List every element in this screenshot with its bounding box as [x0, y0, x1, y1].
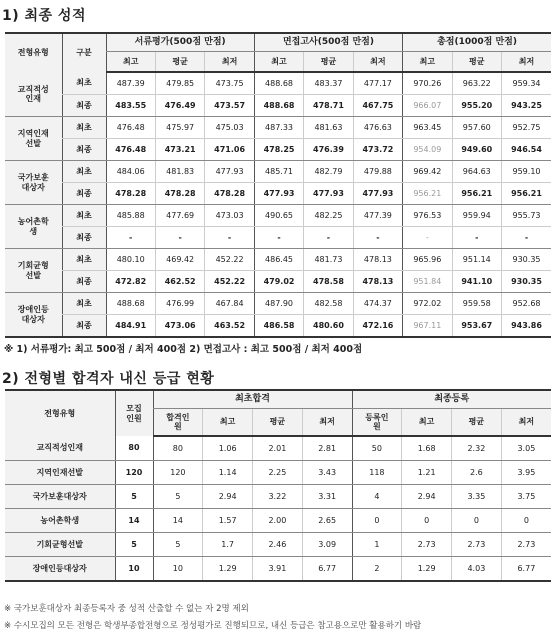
division-cell: 최종	[62, 139, 106, 161]
section1-note: ※ 1) 서류평가: 최고 500점 / 최저 400점 2) 면접고사 : 최고 500점 / 최저 400점	[4, 344, 363, 355]
division-cell: 최종	[62, 227, 106, 249]
division-cell: 최초	[62, 72, 106, 95]
value-cell: -	[403, 227, 452, 249]
table-row	[5, 227, 551, 249]
value-cell: 463.52	[205, 315, 254, 338]
value-cell: 956.21	[403, 183, 452, 205]
value-cell: 473.21	[155, 139, 204, 161]
value-cell: 487.90	[254, 293, 303, 315]
value-cell: 3.91	[253, 557, 303, 582]
value-cell: 964.63	[452, 161, 501, 183]
value-cell: 477.39	[353, 205, 402, 227]
type-cell: 기회균형선발	[5, 249, 62, 293]
value-cell: 959.58	[452, 293, 501, 315]
header-max: 최고	[203, 409, 253, 437]
header-doc: 서류평가(500점 만점)	[106, 33, 254, 52]
value-cell: 476.49	[155, 95, 204, 117]
value-cell: 4	[352, 485, 402, 509]
quota-cell: 10	[115, 557, 153, 582]
section2-title: 2) 전형별 합격자 내신 등급 현황	[2, 371, 215, 387]
type-cell: 국가보훈대상자	[5, 485, 115, 509]
value-cell: 467.84	[205, 293, 254, 315]
value-cell: 0	[452, 509, 502, 533]
header-division: 구분	[62, 33, 106, 72]
value-cell: 478.71	[304, 95, 353, 117]
type-cell: 국가보훈대상자	[5, 161, 62, 205]
header-type: 전형유형	[5, 33, 62, 72]
value-cell: 1.57	[203, 509, 253, 533]
quota-cell: 5	[115, 485, 153, 509]
value-cell: 951.14	[452, 249, 501, 271]
value-cell: 467.75	[353, 95, 402, 117]
value-cell: 963.22	[452, 72, 501, 95]
value-cell: 477.93	[205, 161, 254, 183]
value-cell: 956.21	[502, 183, 552, 205]
type-cell: 기회균형선발	[5, 533, 115, 557]
table-row	[5, 461, 551, 485]
value-cell: 3.09	[302, 533, 352, 557]
value-cell: 6.77	[302, 557, 352, 582]
table-row	[5, 271, 551, 293]
value-cell: 2.73	[402, 533, 452, 557]
value-cell: 475.03	[205, 117, 254, 139]
table-row	[5, 161, 551, 183]
value-cell: 2.73	[452, 533, 502, 557]
header-total: 총점(1000점 만점)	[403, 33, 551, 52]
value-cell: 478.28	[205, 183, 254, 205]
quota-cell: 5	[115, 533, 153, 557]
value-cell: 3.31	[302, 485, 352, 509]
value-cell: 6.77	[501, 557, 551, 582]
value-cell: 485.88	[106, 205, 155, 227]
table-row	[5, 249, 551, 271]
value-cell: 475.97	[155, 117, 204, 139]
value-cell: 956.21	[452, 183, 501, 205]
header-avg: 평균	[452, 409, 502, 437]
value-cell: 479.85	[155, 72, 204, 95]
value-cell: 478.13	[353, 271, 402, 293]
value-cell: 474.37	[353, 293, 402, 315]
value-cell: -	[502, 227, 552, 249]
value-cell: 2.6	[452, 461, 502, 485]
value-cell: 963.45	[403, 117, 452, 139]
value-cell: 4.03	[452, 557, 502, 582]
value-cell: 482.79	[304, 161, 353, 183]
value-cell: 967.11	[403, 315, 452, 338]
value-cell: 484.06	[106, 161, 155, 183]
value-cell: 488.68	[254, 72, 303, 95]
value-cell: 972.02	[403, 293, 452, 315]
value-cell: 476.39	[304, 139, 353, 161]
type-cell: 지역인재선발	[5, 461, 115, 485]
value-cell: 954.09	[403, 139, 452, 161]
value-cell: 478.13	[353, 249, 402, 271]
header-avg: 평균	[253, 409, 303, 437]
value-cell: 118	[352, 461, 402, 485]
table-row	[5, 315, 551, 338]
value-cell: 452.22	[205, 249, 254, 271]
value-cell: 10	[153, 557, 203, 582]
value-cell: 2.65	[302, 509, 352, 533]
value-cell: 1.21	[402, 461, 452, 485]
value-cell: 2	[352, 557, 402, 582]
division-cell: 최초	[62, 117, 106, 139]
header-min: 최저	[353, 52, 402, 73]
value-cell: -	[106, 227, 155, 249]
value-cell: 959.34	[502, 72, 552, 95]
header-passed: 합격인원	[153, 409, 203, 437]
value-cell: 3.43	[302, 461, 352, 485]
value-cell: 953.67	[452, 315, 501, 338]
table-row	[5, 183, 551, 205]
quota-cell: 80	[115, 436, 153, 461]
table-row	[5, 205, 551, 227]
type-cell: 장애인등대상자	[5, 557, 115, 582]
value-cell: 2.94	[203, 485, 253, 509]
value-cell: 50	[352, 436, 402, 461]
division-cell: 최초	[62, 205, 106, 227]
value-cell: 930.35	[502, 271, 552, 293]
header-final: 최종등록	[352, 390, 551, 409]
value-cell: 120	[153, 461, 203, 485]
value-cell: 490.65	[254, 205, 303, 227]
value-cell: 483.55	[106, 95, 155, 117]
header-min: 최저	[205, 52, 254, 73]
value-cell: 472.82	[106, 271, 155, 293]
value-cell: 476.99	[155, 293, 204, 315]
table-row	[5, 95, 551, 117]
value-cell: -	[452, 227, 501, 249]
grade-table	[5, 389, 551, 582]
type-cell: 장애인등대상자	[5, 293, 62, 338]
value-cell: 2.32	[452, 436, 502, 461]
header-avg: 평균	[452, 52, 501, 73]
header-interview: 면접고사(500점 만점)	[254, 33, 402, 52]
division-cell: 최종	[62, 95, 106, 117]
value-cell: 955.20	[452, 95, 501, 117]
value-cell: 3.22	[253, 485, 303, 509]
value-cell: -	[205, 227, 254, 249]
value-cell: 488.68	[106, 293, 155, 315]
header-enrolled: 등록인원	[352, 409, 402, 437]
value-cell: 2.73	[501, 533, 551, 557]
table-row	[5, 557, 551, 582]
header-avg: 평균	[304, 52, 353, 73]
value-cell: 951.84	[403, 271, 452, 293]
value-cell: 477.93	[254, 183, 303, 205]
value-cell: 1	[352, 533, 402, 557]
value-cell: 969.42	[403, 161, 452, 183]
value-cell: 481.73	[304, 249, 353, 271]
quota-cell: 14	[115, 509, 153, 533]
value-cell: 955.73	[502, 205, 552, 227]
table-row	[5, 509, 551, 533]
value-cell: 482.58	[304, 293, 353, 315]
value-cell: 952.75	[502, 117, 552, 139]
value-cell: 477.93	[304, 183, 353, 205]
table-row	[5, 293, 551, 315]
value-cell: 966.07	[403, 95, 452, 117]
value-cell: 2.94	[402, 485, 452, 509]
division-cell: 최초	[62, 293, 106, 315]
value-cell: 5	[153, 533, 203, 557]
header-max: 최고	[402, 409, 452, 437]
header-min: 최저	[502, 52, 552, 73]
value-cell: 3.75	[501, 485, 551, 509]
header-min: 최저	[302, 409, 352, 437]
value-cell: 0	[402, 509, 452, 533]
value-cell: 970.26	[403, 72, 452, 95]
value-cell: 477.93	[353, 183, 402, 205]
quota-cell: 120	[115, 461, 153, 485]
division-cell: 최초	[62, 249, 106, 271]
value-cell: 462.52	[155, 271, 204, 293]
value-cell: 481.83	[155, 161, 204, 183]
final-score-table	[5, 32, 551, 338]
value-cell: 1.7	[203, 533, 253, 557]
value-cell: 479.02	[254, 271, 303, 293]
value-cell: 476.48	[106, 139, 155, 161]
value-cell: 479.88	[353, 161, 402, 183]
table-row	[5, 117, 551, 139]
value-cell: 2.00	[253, 509, 303, 533]
header-quota: 모집인원	[115, 390, 153, 436]
division-cell: 최종	[62, 183, 106, 205]
value-cell: 473.03	[205, 205, 254, 227]
value-cell: 80	[153, 436, 203, 461]
value-cell: 959.10	[502, 161, 552, 183]
value-cell: 473.72	[353, 139, 402, 161]
table-row	[5, 533, 551, 557]
header-max: 최고	[254, 52, 303, 73]
value-cell: 949.60	[452, 139, 501, 161]
value-cell: 483.37	[304, 72, 353, 95]
table-row	[5, 436, 551, 461]
type-cell: 교직적성인재	[5, 72, 62, 117]
value-cell: 976.53	[403, 205, 452, 227]
value-cell: 469.42	[155, 249, 204, 271]
value-cell: 2.25	[253, 461, 303, 485]
value-cell: 485.71	[254, 161, 303, 183]
value-cell: 486.45	[254, 249, 303, 271]
header-type: 전형유형	[5, 390, 115, 436]
table-row	[5, 485, 551, 509]
header-max: 최고	[106, 52, 155, 73]
value-cell: 14	[153, 509, 203, 533]
header-min: 최저	[501, 409, 551, 437]
value-cell: 481.63	[304, 117, 353, 139]
value-cell: 452.22	[205, 271, 254, 293]
value-cell: 946.54	[502, 139, 552, 161]
value-cell: 1.29	[402, 557, 452, 582]
value-cell: 3.05	[501, 436, 551, 461]
value-cell: 952.68	[502, 293, 552, 315]
value-cell: 471.06	[205, 139, 254, 161]
value-cell: 959.94	[452, 205, 501, 227]
value-cell: 930.35	[502, 249, 552, 271]
value-cell: 480.60	[304, 315, 353, 338]
value-cell: 943.25	[502, 95, 552, 117]
type-cell: 농어촌학생	[5, 205, 62, 249]
value-cell: 941.10	[452, 271, 501, 293]
section2-note-2: ※ 수시모집의 모든 전형은 학생부종합전형으로 정성평가로 진행되므로, 내신 등급은 참고용으로만 활용하기 바람	[4, 621, 422, 631]
value-cell: 482.25	[304, 205, 353, 227]
value-cell: 2.81	[302, 436, 352, 461]
value-cell: 478.28	[106, 183, 155, 205]
value-cell: 473.06	[155, 315, 204, 338]
division-cell: 최초	[62, 161, 106, 183]
division-cell: 최종	[62, 315, 106, 338]
value-cell: 478.25	[254, 139, 303, 161]
value-cell: 957.60	[452, 117, 501, 139]
value-cell: 488.68	[254, 95, 303, 117]
value-cell: 476.63	[353, 117, 402, 139]
value-cell: 473.57	[205, 95, 254, 117]
value-cell: 487.39	[106, 72, 155, 95]
header-first: 최초합격	[153, 390, 352, 409]
type-cell: 농어촌학생	[5, 509, 115, 533]
header-avg: 평균	[155, 52, 204, 73]
value-cell: 965.96	[403, 249, 452, 271]
value-cell: 472.16	[353, 315, 402, 338]
value-cell: -	[353, 227, 402, 249]
table-row	[5, 139, 551, 161]
value-cell: 476.48	[106, 117, 155, 139]
section1-title: 1) 최종 성적	[2, 8, 86, 24]
table-row	[5, 72, 551, 95]
value-cell: 478.28	[155, 183, 204, 205]
section2-note-1: ※ 국가보훈대상자 최종등록자 중 성적 산출할 수 없는 자 2명 제외	[4, 604, 249, 614]
value-cell: -	[304, 227, 353, 249]
value-cell: 943.86	[502, 315, 552, 338]
value-cell: 0	[501, 509, 551, 533]
value-cell: 2.01	[253, 436, 303, 461]
value-cell: 2.46	[253, 533, 303, 557]
value-cell: -	[155, 227, 204, 249]
division-cell: 최종	[62, 271, 106, 293]
value-cell: 486.58	[254, 315, 303, 338]
value-cell: -	[254, 227, 303, 249]
value-cell: 1.29	[203, 557, 253, 582]
value-cell: 1.14	[203, 461, 253, 485]
value-cell: 3.95	[501, 461, 551, 485]
value-cell: 477.17	[353, 72, 402, 95]
value-cell: 1.68	[402, 436, 452, 461]
value-cell: 487.33	[254, 117, 303, 139]
type-cell: 교직적성인재	[5, 436, 115, 461]
value-cell: 473.75	[205, 72, 254, 95]
value-cell: 477.69	[155, 205, 204, 227]
value-cell: 478.58	[304, 271, 353, 293]
value-cell: 1.06	[203, 436, 253, 461]
value-cell: 484.91	[106, 315, 155, 338]
value-cell: 5	[153, 485, 203, 509]
value-cell: 0	[352, 509, 402, 533]
value-cell: 3.35	[452, 485, 502, 509]
type-cell: 지역인재선발	[5, 117, 62, 161]
header-max: 최고	[403, 52, 452, 73]
value-cell: 480.10	[106, 249, 155, 271]
